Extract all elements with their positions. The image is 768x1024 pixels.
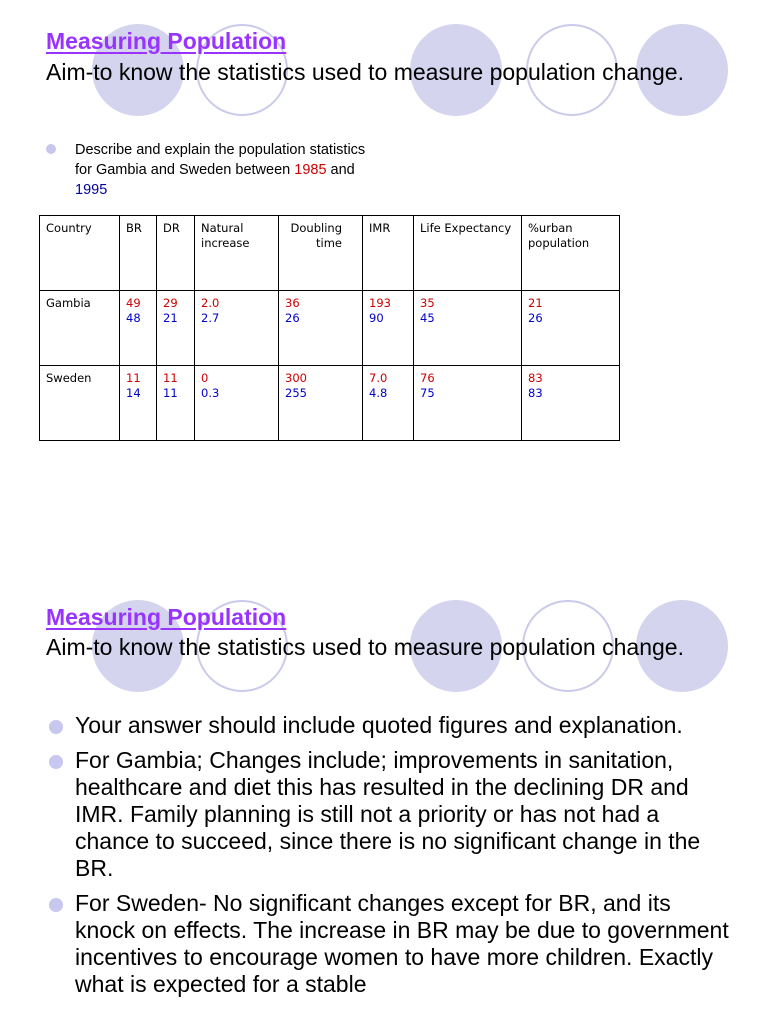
value-cell: 11 14 — [120, 366, 157, 441]
bullet-text-and: and — [326, 162, 355, 178]
header-cell: %urban population — [522, 216, 620, 291]
header-cell: Doubling time — [279, 216, 363, 291]
country-cell: Gambia — [40, 291, 120, 366]
year-1995: 1995 — [75, 182, 108, 198]
value-cell: 49 48 — [120, 291, 157, 366]
value-cell: 35 45 — [414, 291, 522, 366]
list-item — [75, 890, 735, 998]
table-row — [40, 291, 620, 366]
header-cell: DR — [157, 216, 195, 291]
aim-text: Aim-to know the statistics used to measure population change. — [46, 634, 684, 660]
value-cell: 2.0 2.7 — [195, 291, 279, 366]
list-item — [75, 747, 735, 882]
list-item-text: For Gambia; Changes include; improvements in sanitation, healthcare and diet this has resulted in the declining DR and IMR. Family planning is still not a priority or has not had a chance to succeed, since there is no significant change in the BR. — [75, 747, 701, 881]
bullet-dot — [46, 144, 56, 154]
header-cell: Natural increase — [195, 216, 279, 291]
bullet-dot — [49, 755, 63, 769]
bullet-text-main: Describe and explain the population statistics for Gambia and Sweden between — [75, 142, 366, 178]
value-cell: 300 255 — [279, 366, 363, 441]
slide-title: Measuring Population — [46, 28, 287, 54]
header-cell: Life Expectancy — [414, 216, 522, 291]
list-item — [75, 712, 735, 739]
table-row — [40, 366, 620, 441]
year-1985: 1985 — [294, 162, 327, 178]
header-cell: Country — [40, 216, 120, 291]
value-cell: 0 0.3 — [195, 366, 279, 441]
answer-bullet-list — [75, 712, 735, 1006]
bullet-dot — [49, 898, 63, 912]
value-cell: 36 26 — [279, 291, 363, 366]
value-cell: 83 83 — [522, 366, 620, 441]
header-cell: BR — [120, 216, 157, 291]
header-cell: IMR — [363, 216, 414, 291]
bullet-text — [75, 140, 375, 200]
value-cell: 21 26 — [522, 291, 620, 366]
value-cell: 7.0 4.8 — [363, 366, 414, 441]
value-cell: 11 11 — [157, 366, 195, 441]
table-header-row — [40, 216, 620, 291]
bullet-dot — [49, 720, 63, 734]
stats-table — [39, 215, 620, 441]
value-cell: 76 75 — [414, 366, 522, 441]
list-item-text: For Sweden- No significant changes except for BR, and its knock on effects. The increase in BR may be due to government incentives to encourage women to have more children. Exactly what is expected for a stable — [75, 890, 729, 997]
value-cell: 193 90 — [363, 291, 414, 366]
aim-text: Aim-to know the statistics used to measure population change. — [46, 59, 684, 85]
list-item-text: Your answer should include quoted figures and explanation. — [75, 712, 683, 738]
value-cell: 29 21 — [157, 291, 195, 366]
slide-title: Measuring Population — [46, 604, 287, 630]
country-cell: Sweden — [40, 366, 120, 441]
